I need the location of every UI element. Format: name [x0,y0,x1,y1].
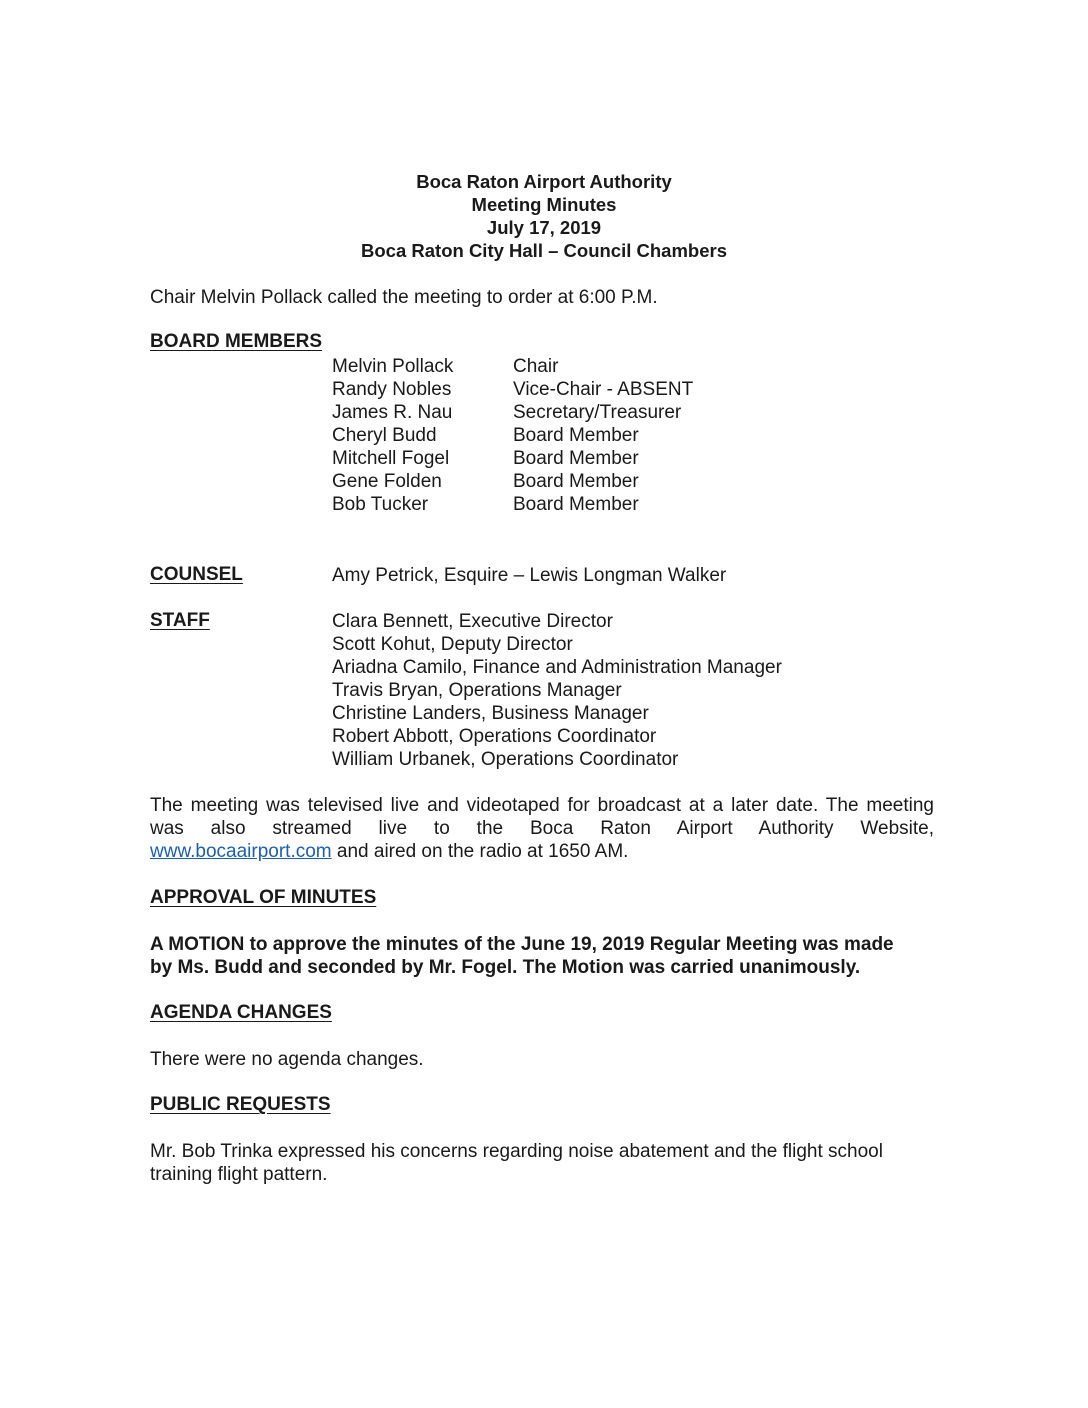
website-link[interactable]: www.bocaairport.com [150,841,332,862]
meeting-location: Boca Raton City Hall – Council Chambers [361,240,727,261]
staff-member: Ariadna Camilo, Finance and Administration Manager [332,657,782,678]
meeting-date: July 17, 2019 [486,217,602,238]
broadcast-line: The meeting was televised live and videotaped for broadcast at a later date. The meeting [150,795,934,816]
staff-member: Clara Bennett, Executive Director [332,611,613,632]
document-type-title: Meeting Minutes [471,194,617,215]
staff-member: William Urbanek, Operations Coordinator [332,749,679,770]
board-member-name: Mitchell Fogel [332,448,450,469]
motion-line: A MOTION to approve the minutes of the June 19, 2019 Regular Meeting was made [150,934,894,955]
staff-member: Scott Kohut, Deputy Director [332,634,573,655]
public-line: training flight pattern. [150,1164,328,1185]
approval-motion [150,933,934,979]
broadcast-paragraph [150,794,934,863]
staff-heading: STAFF [150,610,210,631]
motion-line: by Ms. Budd and seconded by Mr. Fogel. The Motion was carried unanimously. [150,957,861,978]
board-member-name: Melvin Pollack [332,356,454,377]
broadcast-line-rest: and aired on the radio at 1650 AM. [331,841,629,862]
document-org-title: Boca Raton Airport Authority [416,171,672,192]
board-member-name: Cheryl Budd [332,425,437,446]
board-member-name: Randy Nobles [332,379,452,400]
board-member-role: Board Member [513,448,639,469]
public-requests-heading: PUBLIC REQUESTS [150,1094,331,1115]
staff-member: Christine Landers, Business Manager [332,703,649,724]
approval-heading: APPROVAL OF MINUTES [150,887,377,908]
staff-member: Robert Abbott, Operations Coordinator [332,726,657,747]
board-member-role: Board Member [513,494,639,515]
staff-member: Travis Bryan, Operations Manager [332,680,622,701]
board-member-role: Board Member [513,471,639,492]
counsel-heading: COUNSEL [150,564,243,585]
agenda-heading: AGENDA CHANGES [150,1002,332,1023]
broadcast-line: was also streamed live to the Boca Raton Airport Authority Website, [150,818,934,839]
board-member-role: Chair [513,356,559,377]
agenda-text: There were no agenda changes. [150,1049,424,1070]
board-member-role: Vice-Chair - ABSENT [513,379,694,400]
call-to-order: Chair Melvin Pollack called the meeting to order at 6:00 P.M. [150,287,658,308]
board-member-role: Board Member [513,425,639,446]
board-member-name: James R. Nau [332,402,453,423]
board-member-role: Secretary/Treasurer [513,402,682,423]
board-members-heading: BOARD MEMBERS [150,331,323,352]
board-member-name: Gene Folden [332,471,442,492]
counsel-text: Amy Petrick, Esquire – Lewis Longman Walker [332,565,727,586]
board-member-name: Bob Tucker [332,494,429,515]
public-requests-paragraph [150,1140,934,1186]
public-line: Mr. Bob Trinka expressed his concerns regarding noise abatement and the flight school [150,1141,883,1162]
